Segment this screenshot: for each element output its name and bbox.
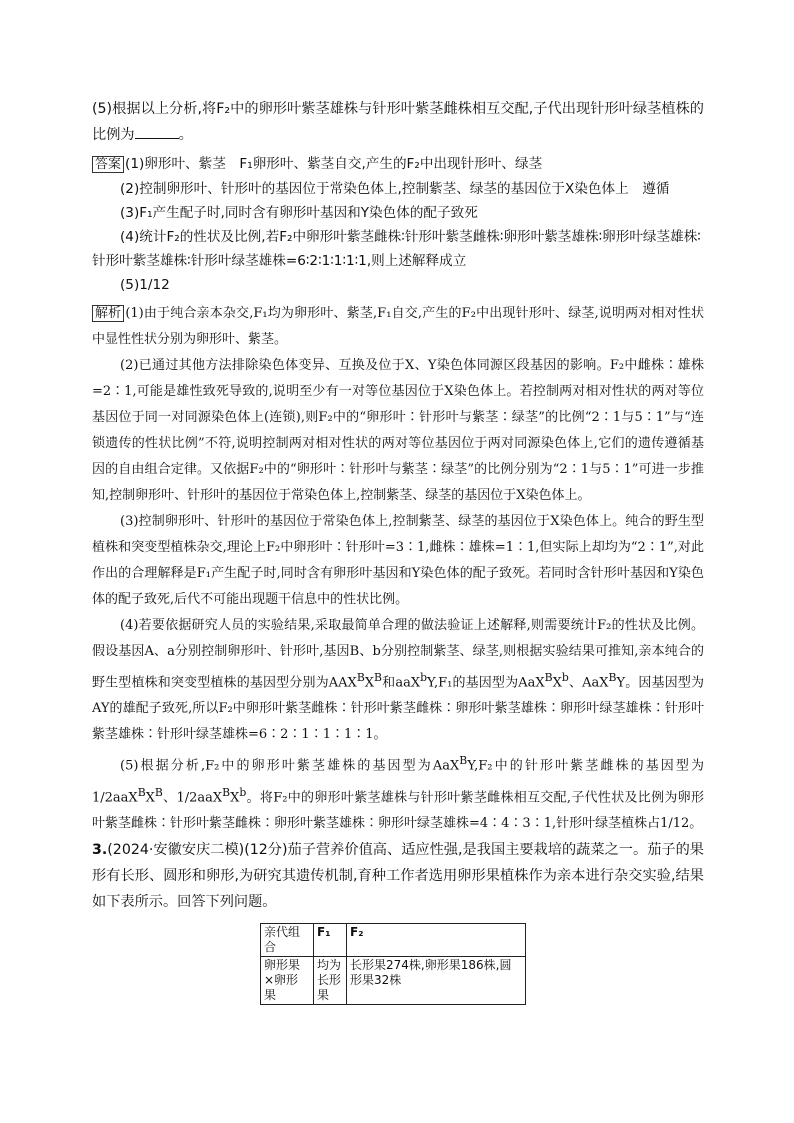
explanation-3: (3)控制卵形叶、针形叶的基因位于常染色体上,控制紫茎、绿茎的基因位于X染色体上。纯合的野生型植株和突变型植株杂交,理论上F₂中卵形叶∶针形叶=3∶1,雌株∶雄株=1∶1,但实际上却均为“2∶1”,对此作出的合理解释是F₁产生配子时,同时含有卵形叶基因和Y染色体的配子致死。若同时含针形叶基因和Y染色体的配子致死,后代不可能出现题干信息中的性状比例。 [92, 514, 704, 607]
table-header-cell: 亲代组合 [261, 923, 314, 956]
table-header-cell: F₂ [347, 923, 526, 956]
answer-tag: 答案 [92, 156, 124, 173]
table-cell: 卵形果×卵形果 [261, 956, 314, 1004]
question-3-text: (2024·安徽安庆二模)(12分)茄子营养价值高、适应性强,是我国主要栽培的蔬菜之一。茄子的果形有长形、圆形和卵形,为研究其遗传机制,育种工作者选用卵形果植株作为亲本进行杂交实验,结果如下表所示。回答下列问题。 [92, 841, 704, 910]
explanation-5: (5)根据分析,F₂中的卵形叶紫茎雄株的基因型为AaX$^B$Y,F₂中的针形叶紫茎雌株的基因型为$1/2aaX^BX^B$、$1/2aaX^BX^b$。将F₂中的卵形叶紫茎雄株与针形叶紫茎雌株相互交配,子代性状及比例为卵形叶紫茎雌株∶针形叶紫茎雌株∶卵形叶紫茎雄株∶卵形叶绿茎雄株=4∶4∶3∶1,针形叶绿茎植株占1/12。 [92, 754, 704, 831]
answer-3: (3)F₁产生配子时,同时含有卵形叶基因和Y染色体的配子致死 [120, 205, 478, 221]
explanation-section [92, 301, 704, 837]
question-3-number: 3. [92, 841, 108, 858]
table-cell: 长形果274株,卵形果186株,圆形果32株 [347, 956, 526, 1004]
table-row [261, 956, 526, 1004]
answer-1: (1)卵形叶、紫茎 F₁卵形叶、紫茎自交,产生的F₂中出现针形叶、绿茎 [125, 156, 543, 172]
table-header-row [261, 923, 526, 956]
answer-5: (5)1/12 [120, 277, 170, 293]
answer-section [92, 152, 704, 297]
explanation-tag: 解析 [92, 305, 124, 322]
explanation-1: (1)由于纯合亲本杂交,F₁均为卵形叶、紫茎,F₁自交,产生的F₂中出现针形叶、绿茎,说明两对相对性状中显性性状分别为卵形叶、紫茎。 [92, 306, 704, 347]
explanation-4: (4)若要依据研究人员的实验结果,采取最简单合理的做法验证上述解释,则需要统计F₂的性状及比例。假设基因A、a分别控制卵形叶、针形叶,基因B、b分别控制紫茎、绿茎,则根据实验结果可推知,亲本纯合的野生型植株和突变型植株的基因型分别为$AAX^BX^B$和aaX$^b$Y,F₁的基因型为$AaX^BX^b$、AaX$^B$Y。因基因型为AY的雄配子致死,所以F₂中卵形叶紫茎雌株∶针形叶紫茎雌株∶卵形叶紫茎雄株∶卵形叶绿茎雄株∶针形叶紫茎雄株∶针形叶绿茎雄株=6∶2∶1∶1∶1∶1。 [92, 618, 704, 743]
question-5-text: (5)根据以上分析,将F₂中的卵形叶紫茎雄株与针形叶紫茎雌株相互交配,子代出现针形叶绿茎植株的比例为 [92, 101, 704, 143]
cross-results-table [260, 923, 526, 1005]
answer-2: (2)控制卵形叶、针形叶的基因位于常染色体上,控制紫茎、绿茎的基因位于X染色体上 遵循 [120, 181, 670, 197]
question-5: (5)根据以上分析,将F₂中的卵形叶紫茎雄株与针形叶紫茎雌株相互交配,子代出现针形叶绿茎植株的比例为 。 [92, 101, 704, 143]
answer-4: (4)统计F₂的性状及比例,若F₂中卵形叶紫茎雌株∶针形叶紫茎雌株∶卵形叶紫茎雄株∶卵形叶绿茎雄株∶针形叶紫茎雄株∶针形叶绿茎雄株=6∶2∶1∶1∶1∶1,则上述解释成立 [92, 229, 701, 269]
document-content [92, 96, 704, 1005]
table-header-cell: F₁ [314, 923, 347, 956]
explanation-2: (2)已通过其他方法排除染色体变异、互换及位于X、Y染色体同源区段基因的影响。F₂中雌株∶雄株=2∶1,可能是雄性致死导致的,说明至少有一对等位基因位于X染色体上。若控制两对相对性状的两对等位基因位于同一对同源染色体上(连锁),则F₂中的“卵形叶∶针形叶与紫茎∶绿茎”的比例“2∶1与5∶1”与“连锁遗传的性状比例”不符,说明控制两对相对性状的两对等位基因位于两对同源染色体上,它们的遗传遵循基因的自由组合定律。又依据F₂中的“卵形叶∶针形叶与紫茎∶绿茎”的比例分别为“2∶1与5∶1”可进一步推知,控制卵形叶、针形叶的基因位于常染色体上,控制紫茎、绿茎的基因位于X染色体上。 [92, 358, 704, 503]
answer-blank[interactable] [135, 124, 179, 139]
question-3 [92, 837, 704, 915]
table-cell: 均为长形果 [314, 956, 347, 1004]
